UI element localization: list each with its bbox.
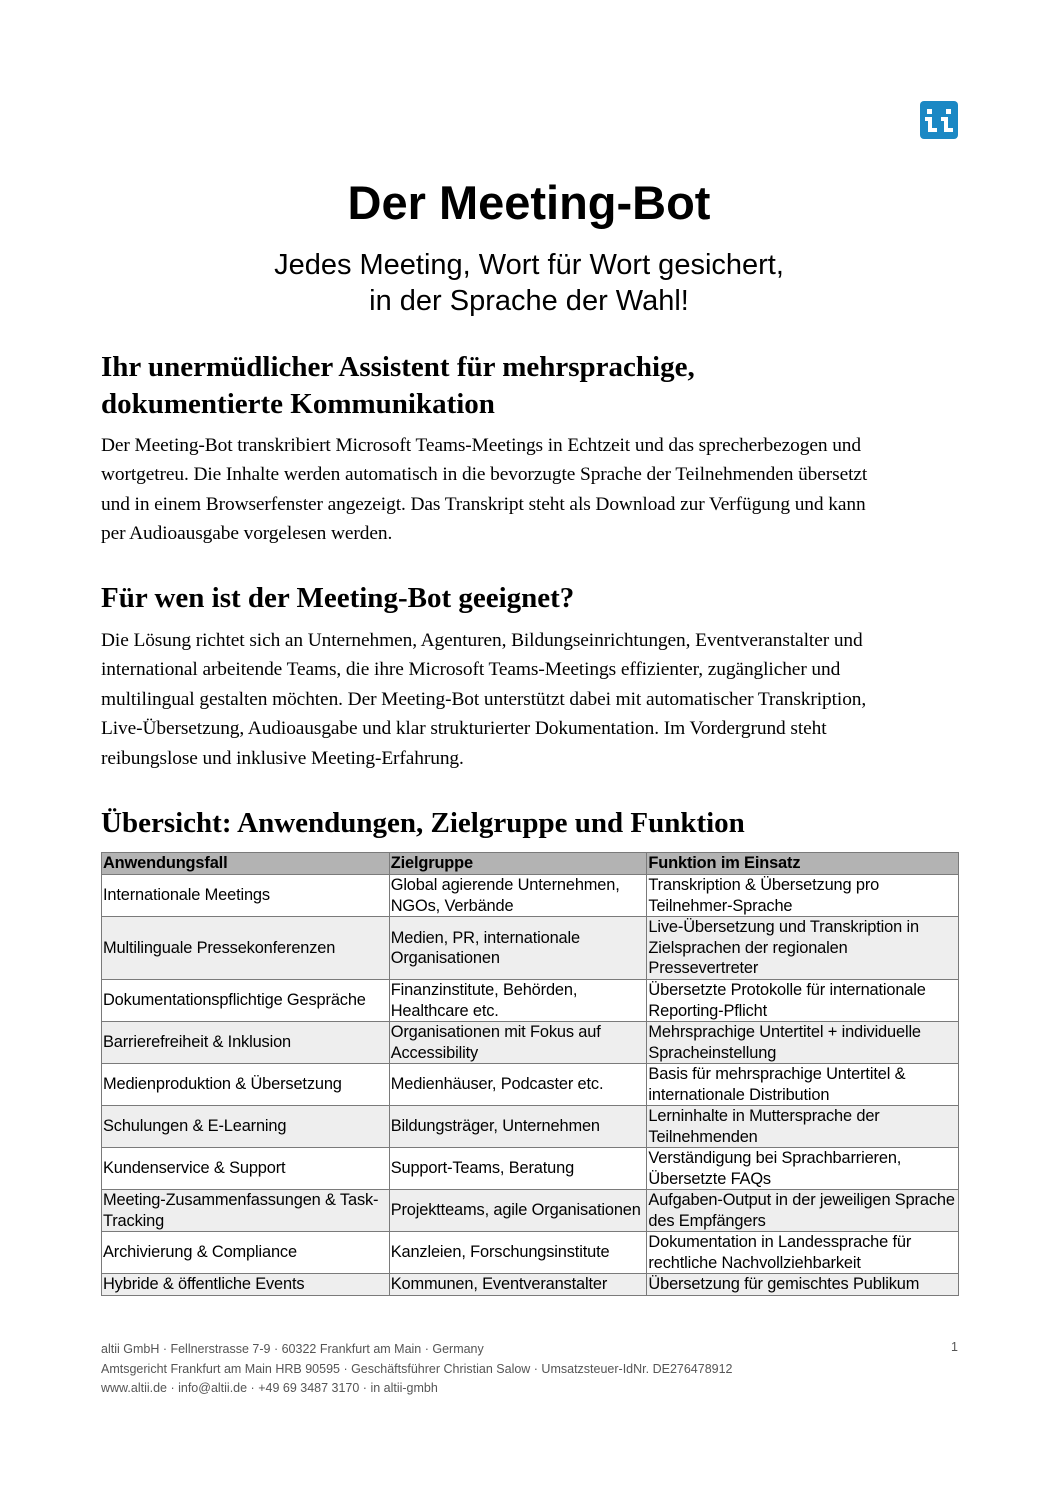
- subtitle-line: in der Sprache der Wahl!: [369, 285, 689, 317]
- subtitle-line: Jedes Meeting, Wort für Wort gesichert,: [274, 249, 784, 281]
- page-number: 1: [951, 1340, 958, 1354]
- text-line: Live-Übersetzung, Audioausgabe und klar strukturierter Dokumentation. Im Vordergrund steht: [101, 718, 827, 740]
- cell-function: Dokumentation in Landessprache für rechtliche Nachvollziehbarkeit: [647, 1232, 959, 1274]
- footer: [101, 1340, 961, 1399]
- cell-target-group: Projektteams, agile Organisationen: [389, 1190, 647, 1232]
- footer-legal: Amtsgericht Frankfurt am Main HRB 90595 · Geschäftsführer Christian Salow · Umsatzsteuer-IdNr. DE276478912: [101, 1361, 733, 1376]
- section-heading-assistant: [101, 349, 961, 423]
- cell-target-group: Medien, PR, internationale Organisationen: [389, 917, 647, 980]
- text-line: per Audioausgabe vorgelesen werden.: [101, 523, 393, 545]
- text-line: multilingual gestalten möchten. Der Meeting-Bot unterstützt dabei mit automatischer Transkription,: [101, 688, 867, 710]
- table-row: [102, 980, 959, 1022]
- document-title: Der Meeting-Bot: [347, 176, 711, 229]
- altii-logo-icon: [920, 101, 958, 139]
- cell-function: Aufgaben-Output in der jeweiligen Sprache des Empfängers: [647, 1190, 959, 1232]
- cell-use-case: Hybride & öffentliche Events: [102, 1274, 390, 1296]
- cell-target-group: Organisationen mit Fokus auf Accessibility: [389, 1022, 647, 1064]
- cell-use-case: Barrierefreiheit & Inklusion: [102, 1022, 390, 1064]
- document-subtitle: [0, 247, 1058, 319]
- table-row: [102, 1022, 959, 1064]
- table-row: [102, 1190, 959, 1232]
- cell-target-group: Kommunen, Eventveranstalter: [389, 1274, 647, 1296]
- table-header-row: [102, 853, 959, 875]
- cell-target-group: Finanzinstitute, Behörden, Healthcare etc.: [389, 980, 647, 1022]
- text-line: und in einem Browserfenster angezeigt. Das Transkript steht als Download zur Verfügung und kann: [101, 493, 866, 515]
- text-line: reibungslose und inklusive Meeting-Erfahrung.: [101, 747, 464, 769]
- cell-use-case: Meeting-Zusammenfassungen & Task-Tracking: [102, 1190, 390, 1232]
- heading-line: dokumentierte Kommunikation: [101, 388, 495, 420]
- cell-use-case: Medienproduktion & Übersetzung: [102, 1064, 390, 1106]
- cell-function: Lerninhalte in Muttersprache der Teilnehmenden: [647, 1106, 959, 1148]
- cell-use-case: Schulungen & E-Learning: [102, 1106, 390, 1148]
- column-header-use-case: Anwendungsfall: [102, 853, 390, 875]
- cell-function: Übersetzte Protokolle für internationale Reporting-Pflicht: [647, 980, 959, 1022]
- heading-line: Ihr unermüdlicher Assistent für mehrsprachige,: [101, 351, 695, 383]
- cell-function: Verständigung bei Sprachbarrieren, Übersetzte FAQs: [647, 1148, 959, 1190]
- section-heading-target-audience: Für wen ist der Meeting-Bot geeignet?: [101, 582, 575, 614]
- table-row: [102, 1232, 959, 1274]
- paragraph-assistant: [101, 431, 961, 549]
- table-row: [102, 1274, 959, 1296]
- cell-function: Transkription & Übersetzung pro Teilnehmer-Sprache: [647, 875, 959, 917]
- table-row: [102, 875, 959, 917]
- section-heading-overview: Übersicht: Anwendungen, Zielgruppe und Funktion: [101, 807, 745, 839]
- text-line: Die Lösung richtet sich an Unternehmen, Agenturen, Bildungseinrichtungen, Eventveranstalter und: [101, 630, 863, 651]
- paragraph-target-audience: [101, 626, 961, 773]
- cell-target-group: Medienhäuser, Podcaster etc.: [389, 1064, 647, 1106]
- overview-table: [101, 852, 959, 1296]
- text-line: Der Meeting-Bot transkribiert Microsoft Teams-Meetings in Echtzeit und das sprecherbezogen und: [101, 435, 861, 456]
- cell-target-group: Kanzleien, Forschungsinstitute: [389, 1232, 647, 1274]
- text-line: international arbeitende Teams, die ihre Microsoft Teams-Meetings effizienter, zugänglicher und: [101, 659, 841, 681]
- cell-function: Live-Übersetzung und Transkription in Zielsprachen der regionalen Pressevertreter: [647, 917, 959, 980]
- cell-function: Basis für mehrsprachige Untertitel & internationale Distribution: [647, 1064, 959, 1106]
- footer-address: altii GmbH · Fellnerstrasse 7-9 · 60322 Frankfurt am Main · Germany: [101, 1342, 484, 1356]
- table-row: [102, 1148, 959, 1190]
- table-row: [102, 917, 959, 980]
- cell-use-case: Archivierung & Compliance: [102, 1232, 390, 1274]
- table-row: [102, 1106, 959, 1148]
- cell-use-case: Dokumentationspflichtige Gespräche: [102, 980, 390, 1022]
- table-row: [102, 1064, 959, 1106]
- cell-target-group: Global agierende Unternehmen, NGOs, Verbände: [389, 875, 647, 917]
- cell-use-case: Kundenservice & Support: [102, 1148, 390, 1190]
- cell-use-case: Multilinguale Pressekonferenzen: [102, 917, 390, 980]
- cell-target-group: Bildungsträger, Unternehmen: [389, 1106, 647, 1148]
- text-line: wortgetreu. Die Inhalte werden automatisch in die bevorzugte Sprache der Teilnehmenden übersetzt: [101, 464, 868, 486]
- cell-target-group: Support-Teams, Beratung: [389, 1148, 647, 1190]
- cell-function: Mehrsprachige Untertitel + individuelle Spracheinstellung: [647, 1022, 959, 1064]
- cell-function: Übersetzung für gemischtes Publikum: [647, 1274, 959, 1296]
- column-header-function: Funktion im Einsatz: [647, 853, 959, 875]
- footer-contact: www.altii.de · info@altii.de · +49 69 3487 3170 · in altii-gmbh: [101, 1381, 438, 1395]
- column-header-target-group: Zielgruppe: [389, 853, 647, 875]
- cell-use-case: Internationale Meetings: [102, 875, 390, 917]
